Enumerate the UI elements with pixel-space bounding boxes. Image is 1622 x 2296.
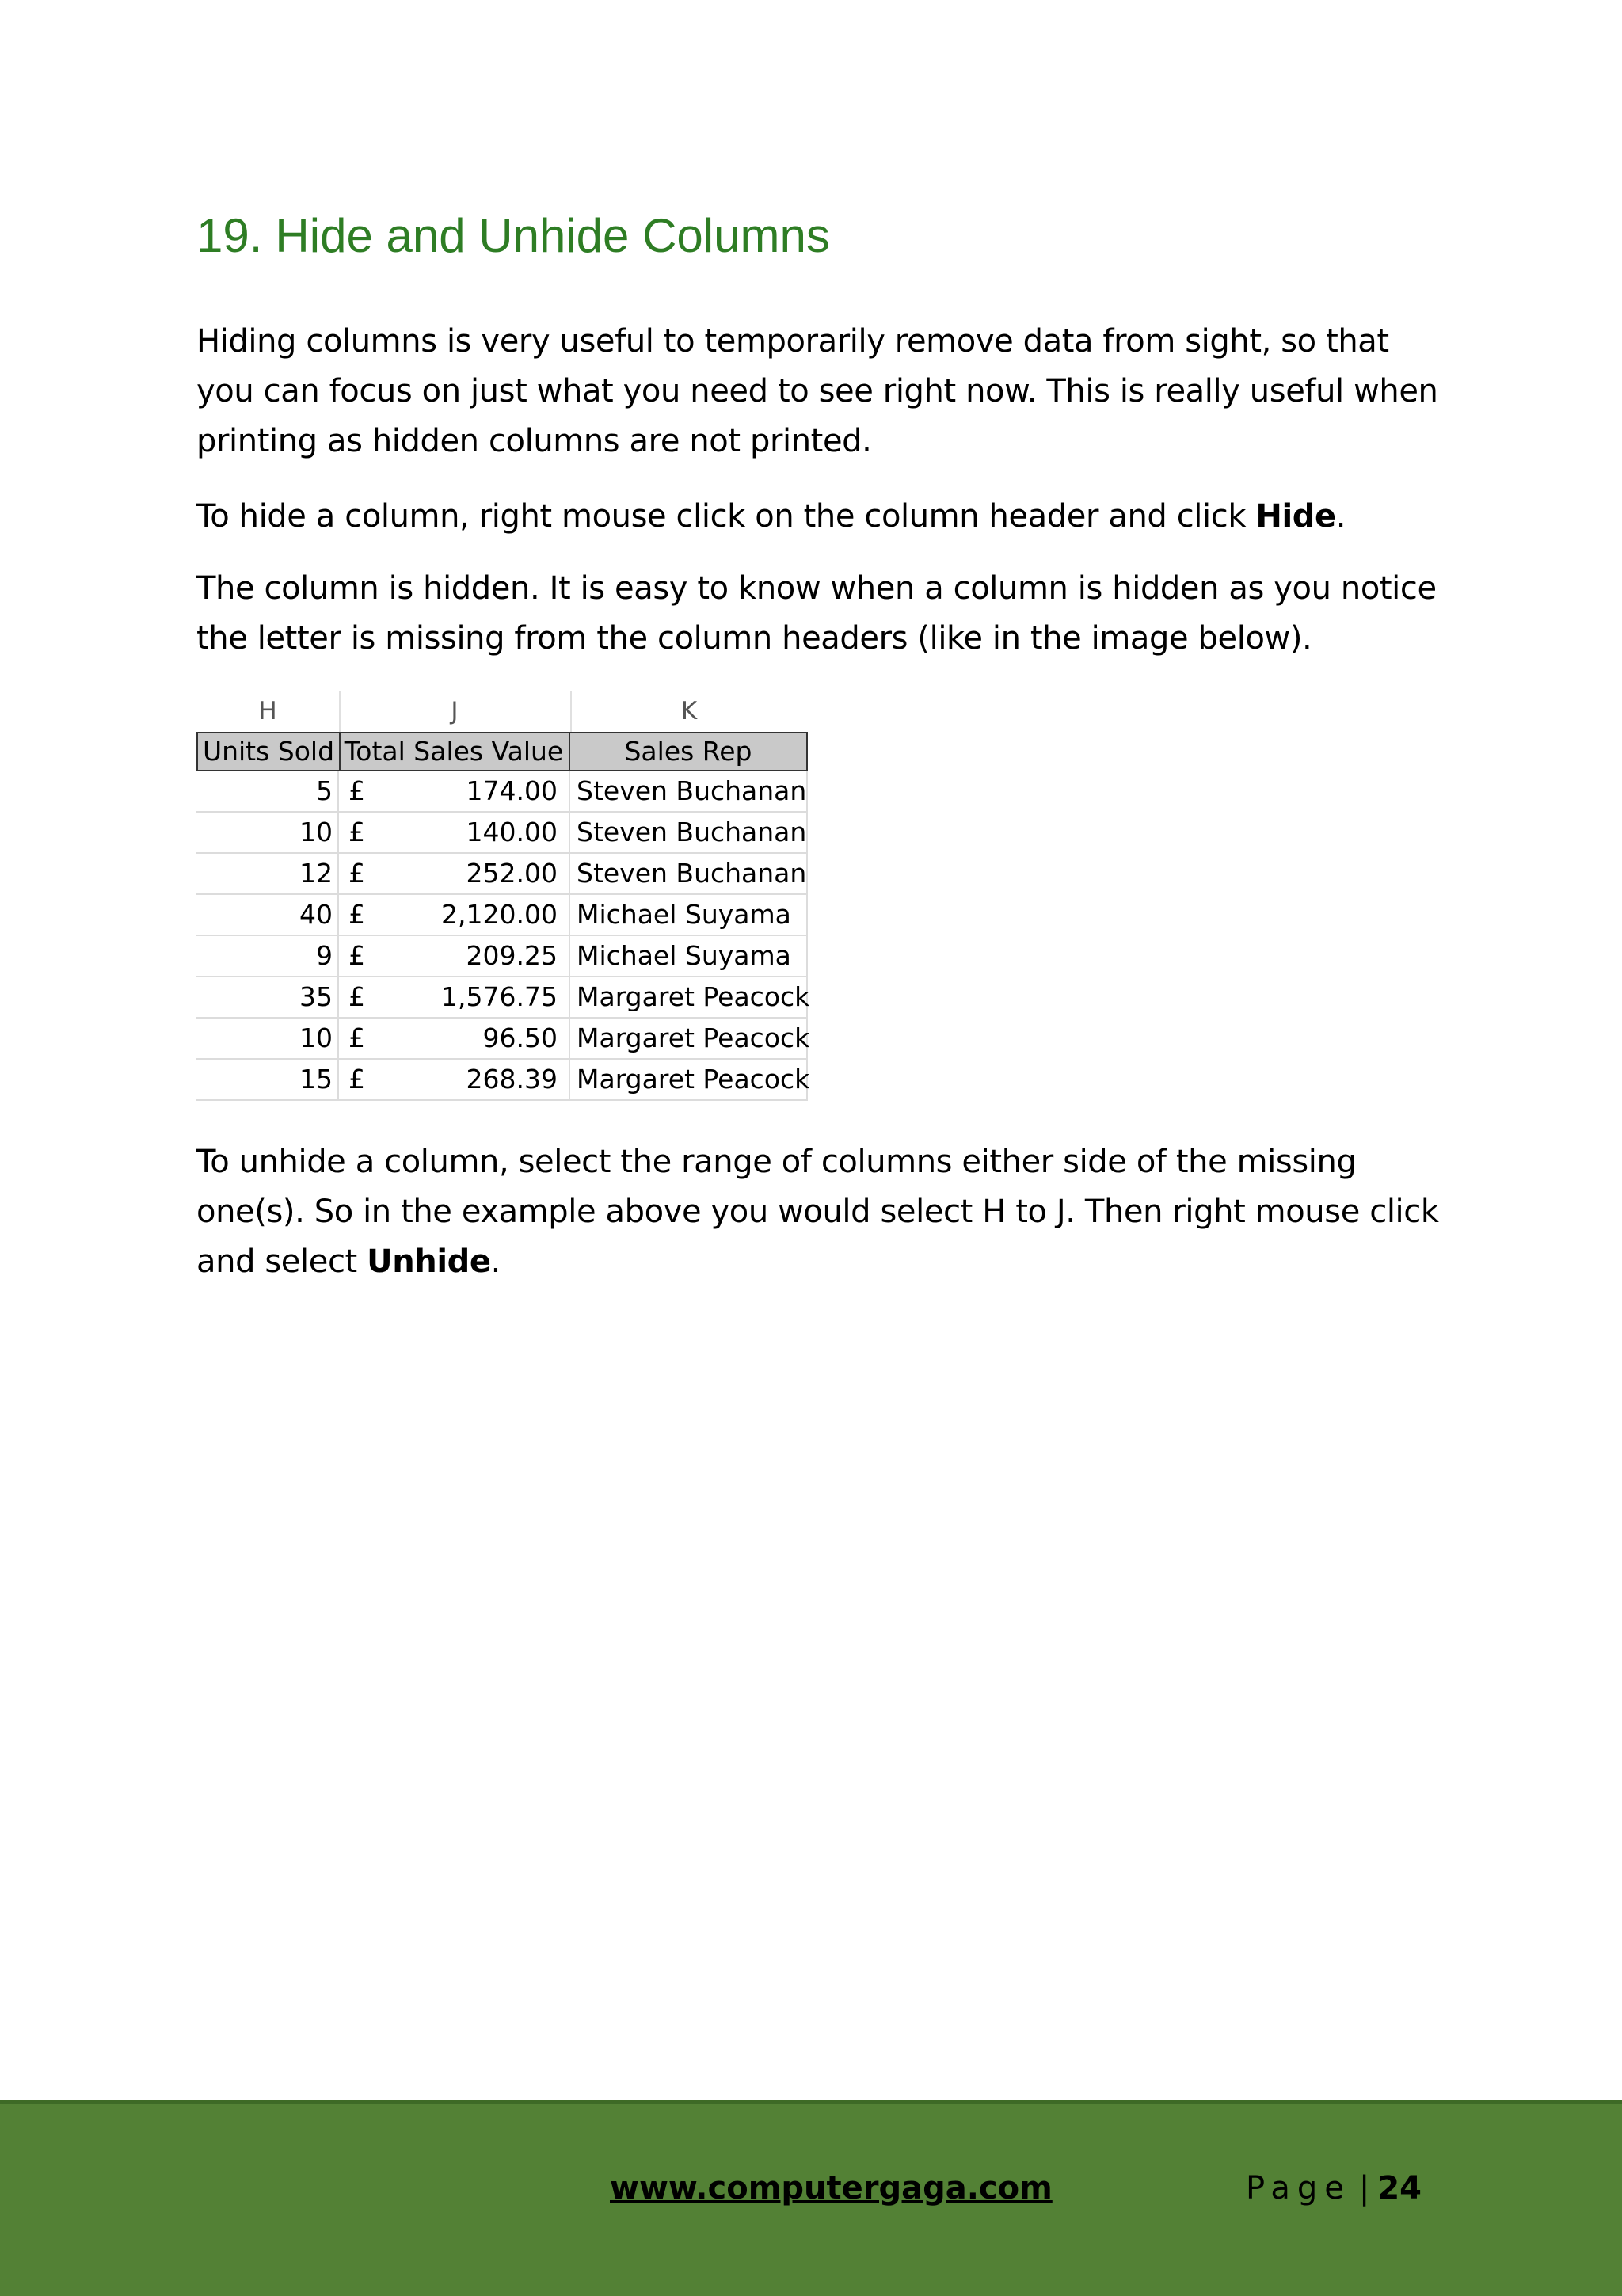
currency-cell: £ — [348, 817, 365, 847]
sales-value-cell: 2,120.00 — [371, 895, 570, 935]
sales-value-cell: 209.25 — [371, 936, 570, 976]
sales-value-cell: 252.00 — [371, 854, 570, 893]
table-row — [196, 854, 808, 895]
currency-cell: £ — [348, 981, 365, 1012]
sales-rep-cell: Michael Suyama — [570, 936, 808, 976]
currency-cell: £ — [348, 1022, 365, 1053]
units-cell: 40 — [196, 895, 339, 935]
paragraph-hidden-explanation: The column is hidden. It is easy to know when a column is hidden as you notice the letter is missing from the column headers (like in the image below). — [196, 570, 1437, 657]
table-row — [196, 895, 808, 936]
units-cell: 35 — [196, 977, 339, 1017]
page-label: Page — [1246, 2170, 1351, 2207]
page-indicator — [1246, 2170, 1422, 2207]
table-row — [196, 977, 808, 1019]
sales-value-cell: 140.00 — [371, 813, 570, 852]
table-row — [196, 1019, 808, 1060]
unhide-keyword: Unhide — [367, 1243, 491, 1280]
header-total-sales-value: Total Sales Value — [339, 733, 570, 770]
column-letter-k: K — [680, 697, 698, 725]
table-row — [196, 1060, 808, 1101]
spreadsheet-screenshot — [196, 691, 811, 1110]
paragraph-hide-instructions: To hide a column, right mouse click on the column header and click Hide. — [196, 498, 1346, 535]
units-cell: 9 — [196, 936, 339, 976]
header-sales-rep: Sales Rep — [624, 736, 752, 767]
sales-rep-cell: Steven Buchanan — [570, 813, 808, 852]
sales-value-cell: 268.39 — [371, 1060, 570, 1099]
currency-cell: £ — [348, 858, 365, 889]
units-cell: 10 — [196, 1019, 339, 1058]
paragraph-intro: Hiding columns is very useful to temporarily remove data from sight, so that you can focus on just what you need to see right now. This is really useful when printing as hidden columns are not printed. — [196, 323, 1438, 459]
sales-value-cell: 174.00 — [371, 771, 570, 811]
currency-cell: £ — [348, 1064, 365, 1095]
page-number: 24 — [1377, 2170, 1422, 2207]
sales-rep-cell: Steven Buchanan — [570, 854, 808, 893]
sales-rep-cell: Steven Buchanan — [570, 771, 808, 811]
units-cell: 12 — [196, 854, 339, 893]
table-row — [196, 813, 808, 854]
currency-cell: £ — [348, 899, 365, 930]
sales-value-cell: 96.50 — [371, 1019, 570, 1058]
page-separator: | — [1358, 2170, 1370, 2207]
sales-value-cell: 1,576.75 — [371, 977, 570, 1017]
currency-cell: £ — [348, 940, 365, 971]
sales-rep-cell: Michael Suyama — [570, 895, 808, 935]
units-cell: 5 — [196, 771, 339, 811]
table-header-row — [196, 732, 808, 771]
header-units-sold: Units Sold — [198, 733, 341, 770]
units-cell: 15 — [196, 1060, 339, 1099]
hide-keyword: Hide — [1255, 498, 1336, 535]
column-letter-j: J — [339, 691, 572, 732]
sales-rep-cell: Margaret Peacock — [570, 977, 808, 1017]
table-row — [196, 936, 808, 977]
sales-rep-cell: Margaret Peacock — [570, 1019, 808, 1058]
section-heading — [196, 208, 830, 265]
currency-cell: £ — [348, 775, 365, 806]
units-cell: 10 — [196, 813, 339, 852]
section-number: 19. — [196, 209, 263, 262]
sales-rep-cell: Margaret Peacock — [570, 1060, 808, 1099]
website-link[interactable]: www.computergaga.com — [610, 2170, 1053, 2207]
section-title: Hide and Unhide Columns — [275, 209, 830, 262]
column-letter-h: H — [196, 691, 341, 732]
paragraph-unhide-instructions: To unhide a column, select the range of columns either side of the missing one(s). So in the example above you would select H to J. Then right mouse click and select Unhide. — [196, 1144, 1439, 1280]
table-row — [196, 771, 808, 813]
page-footer — [0, 2100, 1622, 2296]
